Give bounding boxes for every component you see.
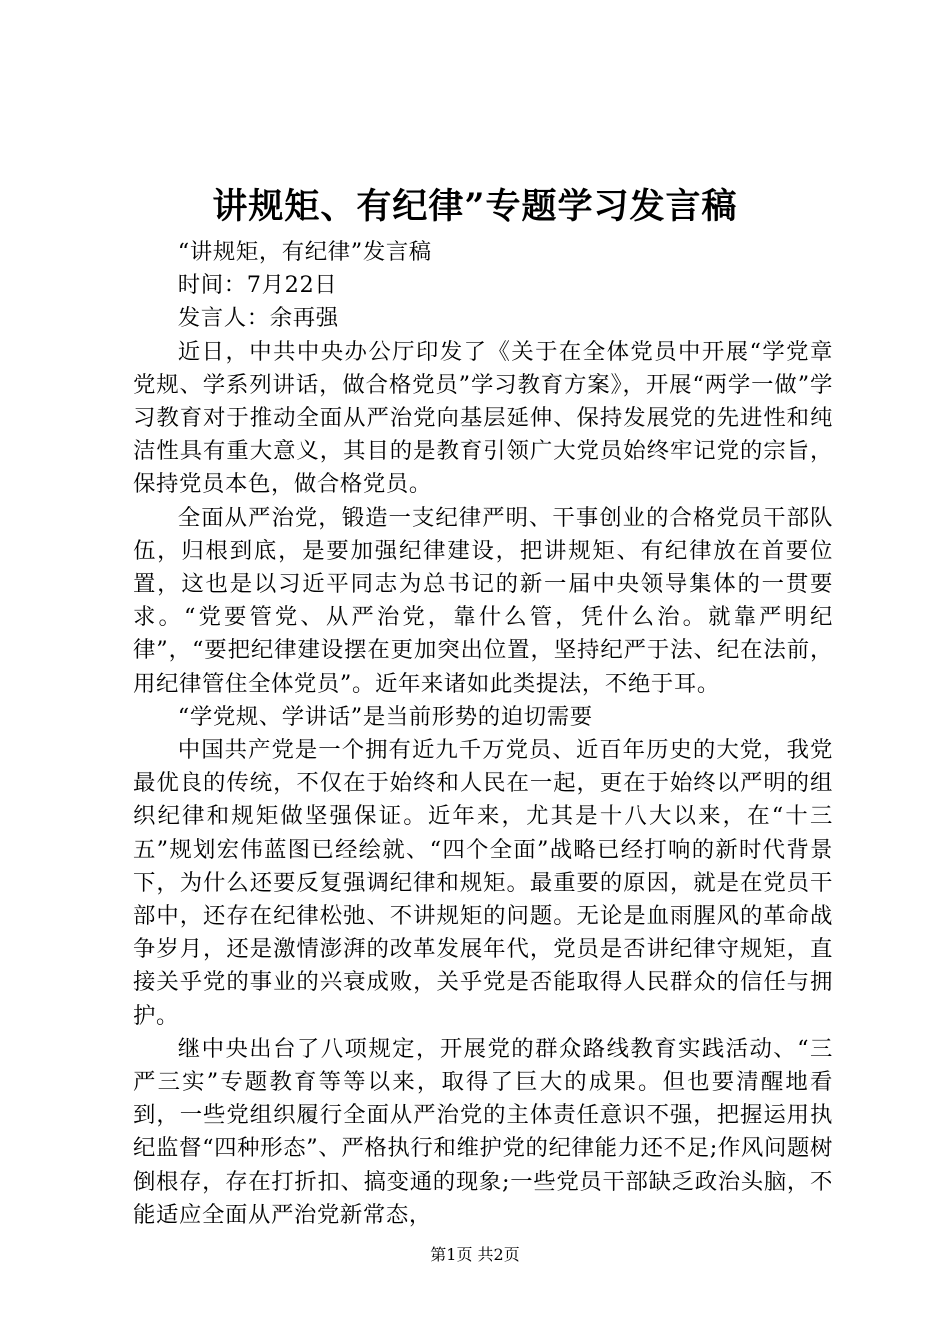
time-line: 时间：7月22日 <box>177 272 338 299</box>
paragraph: 全面从严治党，锻造一支纪律严明、干事创业的合格党员干部队伍，归根到底，是要加强纪律建设，把讲规矩、有纪律放在首要位置，这也是以习近平同志为总书记的新一届中央领导集体的一贯要求。“党要管党、从严治党，靠什么管，凭什么治。就靠严明纪律”，“要把纪律建设摆在更加突出位置，坚持纪严于法、纪在法前，用纪律管住全体党员”。近年来诸如此类提法，不绝于耳。 <box>133 504 833 697</box>
paragraph: 近日，中共中央办公厅印发了《关于在全体党员中开展“学党章党规、学系列讲话，做合格党员”学习教育方案》，开展“两学一做”学习教育对于推动全面从严治党向基层延伸、保持发展党的先进性和纯洁性具有重大意义，其目的是教育引领广大党员始终牢记党的宗旨，保持党员本色，做合格党员。 <box>133 338 833 498</box>
paragraph: 继中央出台了八项规定，开展党的群众路线教育实践活动、“三严三实”专题教育等等以来，取得了巨大的成果。但也要清醒地看到，一些党组织履行全面从严治党的主体责任意识不强，把握运用执纪监督“四种形态”、严格执行和维护党的纪律能力还不足;作风问题树倒根存，存在打折扣、搞变通的现象;一些党员干部缺乏政治头脑，不能适应全面从严治党新常态， <box>133 1035 833 1228</box>
document-body <box>133 236 833 1232</box>
subtitle-line: “讲规矩，有纪律”发言稿 <box>177 239 432 265</box>
page-footer: 第1页 共2页 <box>430 1245 520 1264</box>
section-heading: “学党规、学讲话”是当前形势的迫切需要 <box>177 703 593 730</box>
speaker-line: 发言人：余再强 <box>177 305 339 332</box>
paragraph: 中国共产党是一个拥有近九千万党员、近百年历史的大党，我党最优良的传统，不仅在于始终和人民在一起，更在于始终以严明的组织纪律和规矩做坚强保证。近年来，尤其是十八大以来，在“十三五”规划宏伟蓝图已经绘就、“四个全面”战略已经打响的新时代背景下，为什么还要反复强调纪律和规矩。最重要的原因，就是在党员干部中，还存在纪律松弛、不讲规矩的问题。无论是血雨腥风的革命战争岁月，还是激情澎湃的改革发展年代，党员是否讲纪律守规矩，直接关乎党的事业的兴衰成败，关乎党是否能取得人民群众的信任与拥护。 <box>133 737 833 1029</box>
document-title: 讲规矩、有纪律”专题学习发言稿 <box>212 186 738 227</box>
